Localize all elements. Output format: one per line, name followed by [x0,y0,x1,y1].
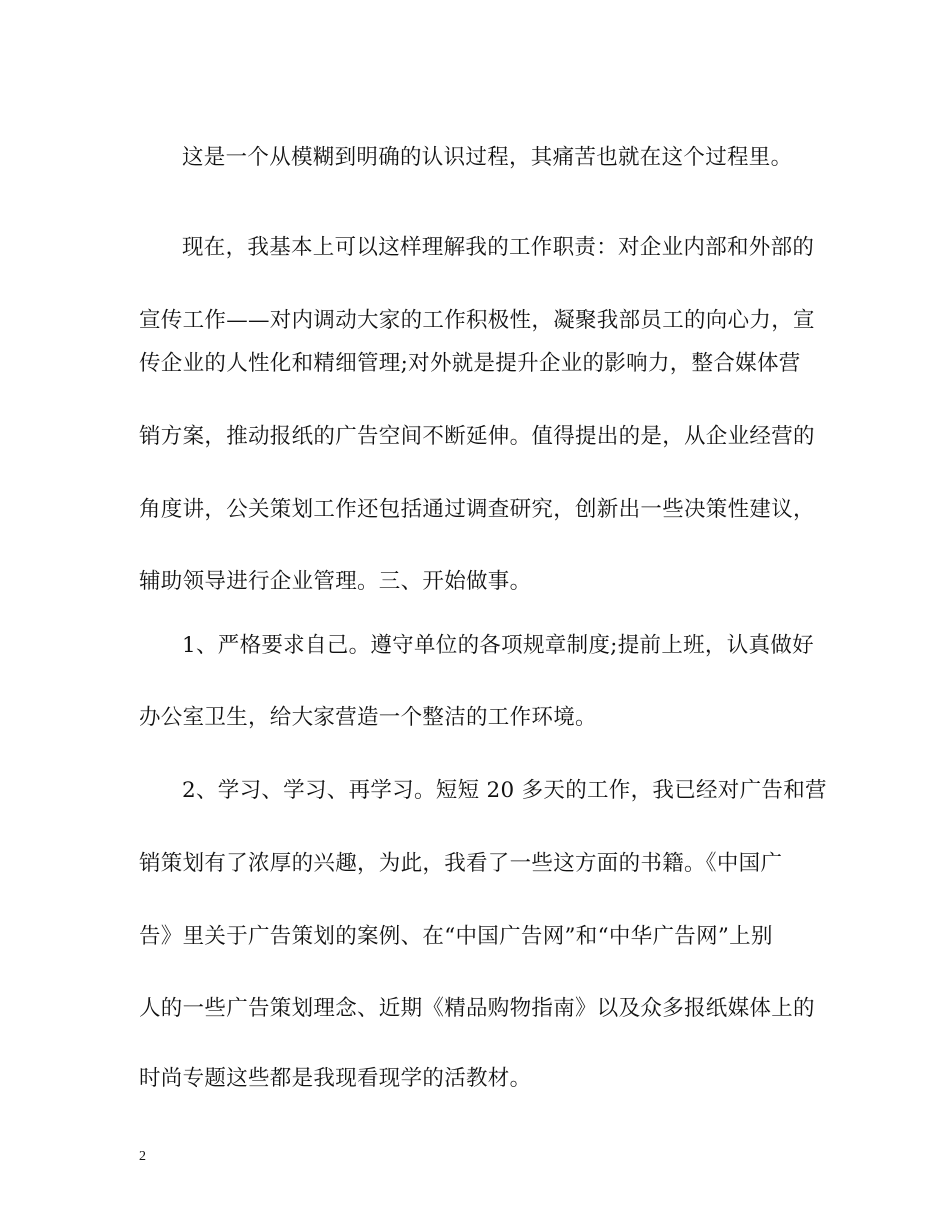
text-line: 1、严格要求自己。遵守单位的各项规章制度;提前上班，认真做好 [182,633,814,658]
text-line: 销策划有了浓厚的兴趣，为此，我看了一些这方面的书籍。《中国广 [139,851,783,876]
text-line: 宣传工作——对内调动大家的工作积极性，凝聚我部员工的向心力，宣 [139,308,815,333]
text-line: 角度讲，公关策划工作还包括通过调查研究，创新出一些决策性建议， [139,497,815,522]
text-line: 时尚专题这些都是我现看现学的活教材。 [139,1066,532,1091]
text-line: 销方案，推动报纸的广告空间不断延伸。值得提出的是，从企业经营的 [139,424,815,449]
text-line: 告》里关于广告策划的案例、在“中国广告网”和“中华广告网”上别 [139,924,773,949]
page-number: 2 [139,1149,146,1164]
text-line: 传企业的人性化和精细管理;对外就是提升企业的影响力，整合媒体营 [139,351,801,376]
text-line: 这是一个从模糊到明确的认识过程，其痛苦也就在这个过程里。 [182,145,793,170]
text-line: 现在，我基本上可以这样理解我的工作职责：对企业内部和外部的 [182,235,815,260]
text-line: 辅助领导进行企业管理。三、开始做事。 [139,569,532,594]
text-line: 2、学习、学习、再学习。短短 20 多天的工作，我已经对广告和营 [182,778,827,803]
text-line: 人的一些广告策划理念、近期《精品购物指南》以及众多报纸媒体上的 [139,996,815,1021]
text-line: 办公室卫生，给大家营造一个整洁的工作环境。 [139,705,597,730]
